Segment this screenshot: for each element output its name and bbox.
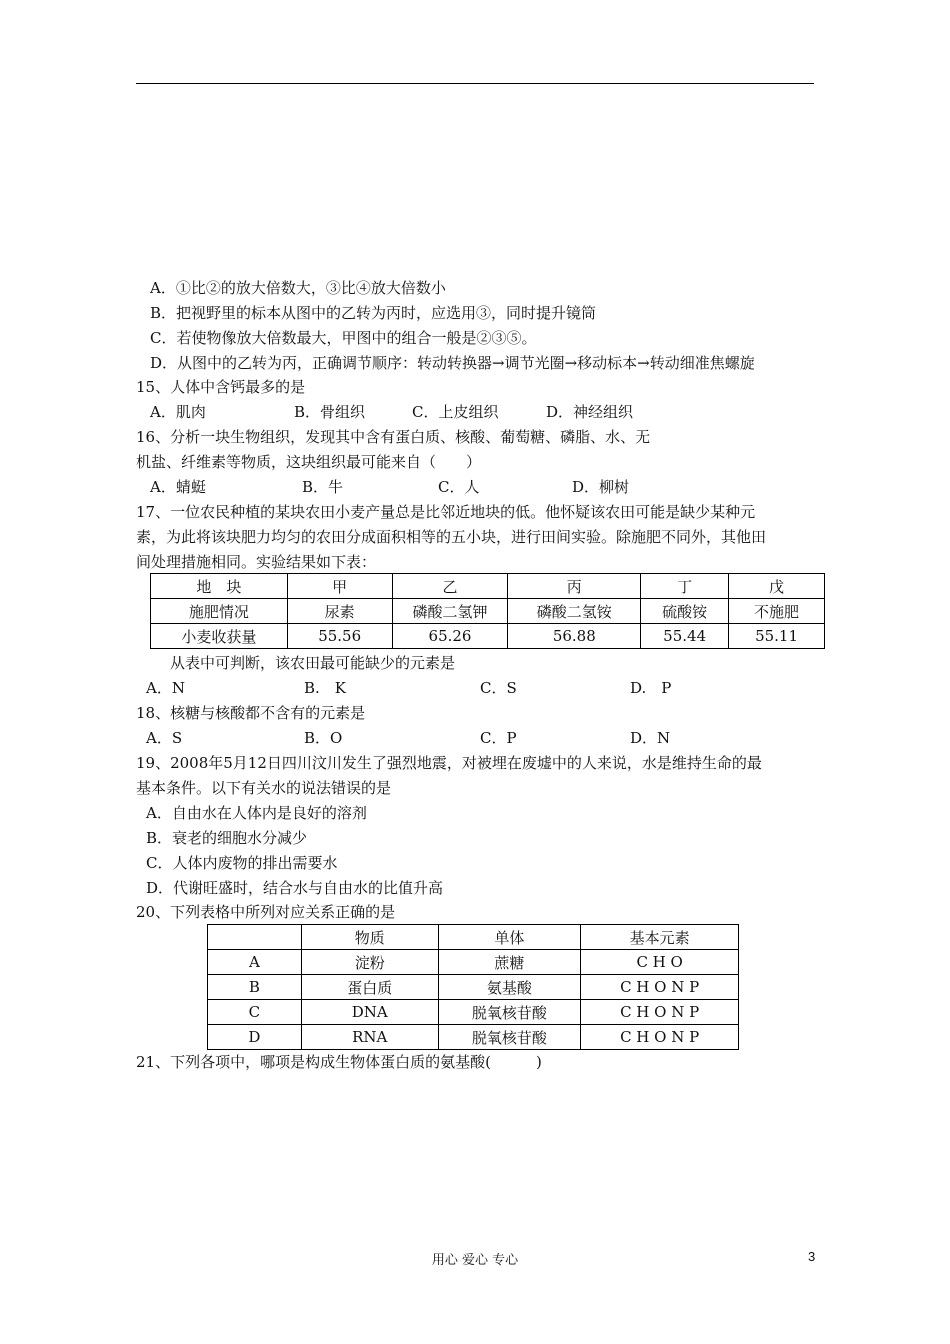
table-row xyxy=(151,599,825,624)
table-cell: 55.56 xyxy=(287,624,392,649)
q15-option-c: C．上皮组织 xyxy=(412,403,499,421)
table-cell: 磷酸二氢钾 xyxy=(392,599,508,624)
table-cell: RNA xyxy=(301,1025,438,1050)
table-cell: C H O N P xyxy=(581,1025,739,1050)
header-rule xyxy=(136,83,814,84)
q14-option-a: A．①比②的放大倍数大，③比④放大倍数小 xyxy=(150,279,446,297)
q18-option-d: D．N xyxy=(630,729,671,747)
q17-stem-line1: 17、一位农民种植的某块农田小麦产量总是比邻近地块的低。他怀疑该农田可能是缺少某种元 xyxy=(136,503,756,521)
table-cell: 56.88 xyxy=(508,624,641,649)
table-cell: 蔗糖 xyxy=(438,950,581,975)
q14-option-c: C．若使物像放大倍数最大，甲图中的组合一般是②③⑤。 xyxy=(150,329,537,347)
table-cell: 硫酸铵 xyxy=(641,599,729,624)
q17-option-c: C．S xyxy=(480,679,517,697)
table-cell: D xyxy=(208,1025,302,1050)
q16-stem-line1: 16、分析一块生物组织，发现其中含有蛋白质、核酸、葡萄糖、磷脂、水、无 xyxy=(136,428,651,446)
table-cell: B xyxy=(208,975,302,1000)
q16-option-c: C．人 xyxy=(438,478,480,496)
table-cell: DNA xyxy=(301,1000,438,1025)
table-row xyxy=(208,975,739,1000)
q19-option-a: A．自由水在人体内是良好的溶剂 xyxy=(146,804,367,822)
table-cell: 基本元素 xyxy=(581,925,739,950)
q17-stem-line2: 素，为此将该块肥力均匀的农田分成面积相等的五小块，进行田间实验。除施肥不同外，其他田 xyxy=(136,528,767,546)
q18-option-b: B．O xyxy=(304,729,343,747)
q20-stem: 20、下列表格中所列对应关系正确的是 xyxy=(136,903,396,921)
q18-option-c: C．P xyxy=(480,729,517,747)
table-cell: 施肥情况 xyxy=(151,599,288,624)
table-cell: 脱氧核苷酸 xyxy=(438,1025,581,1050)
table-cell: C xyxy=(208,1000,302,1025)
q19-option-b: B．衰老的细胞水分减少 xyxy=(146,829,308,847)
q19-stem-line2: 基本条件。以下有关水的说法错误的是 xyxy=(136,779,392,797)
table-cell: 丁 xyxy=(641,574,729,599)
q17-option-b: B. K xyxy=(304,679,346,697)
table-cell: 丙 xyxy=(508,574,641,599)
table-row xyxy=(208,1025,739,1050)
table-row xyxy=(151,624,825,649)
q14-option-b: B．把视野里的标本从图中的乙转为丙时，应选用③，同时提升镜筒 xyxy=(150,304,597,322)
table-cell: 55.44 xyxy=(641,624,729,649)
table-cell: 淀粉 xyxy=(301,950,438,975)
q15-option-d: D．神经组织 xyxy=(546,403,634,421)
table-cell xyxy=(208,925,302,950)
q16-option-a: A．蜻蜓 xyxy=(150,478,206,496)
table-cell: 不施肥 xyxy=(729,599,825,624)
q15-stem: 15、人体中含钙最多的是 xyxy=(136,378,306,396)
table-cell: C H O N P xyxy=(581,975,739,1000)
q17-option-a: A．N xyxy=(146,679,185,697)
q21-stem: 21、下列各项中，哪项是构成生物体蛋白质的氨基酸( ) xyxy=(136,1053,542,1071)
table-row xyxy=(208,925,739,950)
table-cell: 65.26 xyxy=(392,624,508,649)
q17-after-table: 从表中可判断，该农田最可能缺少的元素是 xyxy=(170,654,456,672)
page-number: 3 xyxy=(808,1249,816,1264)
q18-option-a: A．S xyxy=(146,729,183,747)
table-cell: 氨基酸 xyxy=(438,975,581,1000)
table-cell: 乙 xyxy=(392,574,508,599)
q15-option-b: B．骨组织 xyxy=(294,403,366,421)
q19-stem-line1: 19、2008年5月12日四川汶川发生了强烈地震，对被埋在废墟中的人来说，水是维持生命的最 xyxy=(136,754,762,772)
table-cell: 55.11 xyxy=(729,624,825,649)
table-cell: C H O N P xyxy=(581,1000,739,1025)
q16-option-d: D．柳树 xyxy=(572,478,630,496)
table-cell: A xyxy=(208,950,302,975)
q18-stem: 18、核糖与核酸都不含有的元素是 xyxy=(136,704,366,722)
table-cell: 磷酸二氢铵 xyxy=(508,599,641,624)
q14-option-d: D．从图中的乙转为丙，正确调节顺序：转动转换器→调节光圈→移动标本→转动细准焦螺旋 xyxy=(150,354,755,372)
table-cell: 甲 xyxy=(287,574,392,599)
page-footer: 用心 爱心 专心 xyxy=(431,1253,519,1268)
q19-option-c: C．人体内废物的排出需要水 xyxy=(146,854,338,872)
q17-option-d: D. P xyxy=(630,679,672,697)
table-cell: C H O xyxy=(581,950,739,975)
table-cell: 单体 xyxy=(438,925,581,950)
table-row xyxy=(208,950,739,975)
q15-option-a: A．肌肉 xyxy=(150,403,206,421)
q16-option-b: B．牛 xyxy=(302,478,344,496)
table-cell: 蛋白质 xyxy=(301,975,438,1000)
table-cell: 脱氧核苷酸 xyxy=(438,1000,581,1025)
table-row xyxy=(151,574,825,599)
table-cell: 地 块 xyxy=(151,574,288,599)
q19-option-d: D．代谢旺盛时，结合水与自由水的比值升高 xyxy=(146,879,444,897)
q17-table xyxy=(150,573,825,649)
q17-stem-line3: 间处理措施相同。实验结果如下表： xyxy=(136,553,377,571)
table-row xyxy=(208,1000,739,1025)
table-cell: 戊 xyxy=(729,574,825,599)
q16-stem-line2: 机盐、纤维素等物质，这块组织最可能来自（ ） xyxy=(136,453,482,471)
table-cell: 尿素 xyxy=(287,599,392,624)
table-cell: 小麦收获量 xyxy=(151,624,288,649)
q20-table xyxy=(207,924,739,1050)
table-cell: 物质 xyxy=(301,925,438,950)
